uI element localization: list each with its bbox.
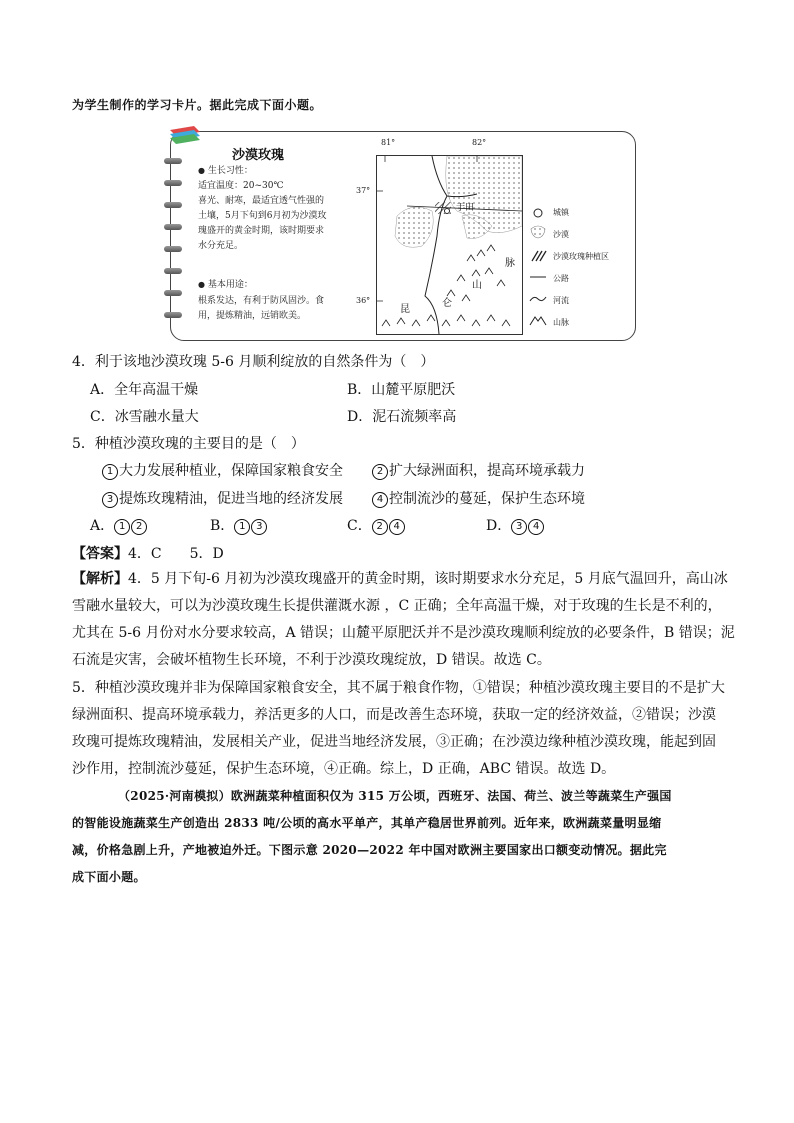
q4-option-d: D．泥石流频率高	[347, 409, 457, 425]
map-label-kun: 昆	[400, 304, 410, 315]
q5-item-2: 2 扩大绿洲面积，提高环境承载力	[372, 460, 585, 480]
answer-line: 【答案】4．C 5．D	[72, 546, 224, 562]
q4-option-b: B．山麓平原肥沃	[347, 382, 456, 398]
legend-desert: 沙漠	[553, 230, 569, 239]
town-icon	[534, 209, 542, 217]
legend-town: 城镇	[553, 208, 569, 217]
q5-stem: 5．种植沙漠玫瑰的主要目的是（ ）	[72, 436, 305, 452]
card-title: 沙漠玫瑰	[232, 148, 285, 163]
legend-river: 河流	[553, 296, 569, 305]
map-label-lun: 仑	[442, 298, 452, 309]
planting-area-icon	[532, 251, 546, 261]
lat-label-36: 36°	[356, 296, 371, 305]
map-label-mai: 脉	[505, 258, 515, 269]
q5-option-c: C． 2 4	[347, 515, 406, 535]
q5-option-d: D． 3 4	[486, 515, 545, 535]
q4-option-a: A．全年高温干燥	[90, 382, 199, 398]
map-label-shan: 山	[472, 280, 482, 291]
q4-stem: 4．利于该地沙漠玫瑰 5-6 月顺利绽放的自然条件为（ ）	[72, 354, 435, 370]
growth-heading: ● 生长习性：	[198, 166, 253, 176]
legend-road: 公路	[553, 274, 569, 283]
legend-planting: 沙漠玫瑰种植区	[553, 252, 609, 261]
use-text: 根系发达，有利于防风固沙。食 用，提炼精油，远销欧美。	[198, 296, 325, 321]
source-tag: （2025·河南模拟）	[118, 789, 231, 803]
legend-mountain: 山脉	[553, 318, 569, 327]
town-marker	[445, 209, 450, 214]
next-intro: （2025·河南模拟）欧洲蔬菜种植面积仅为 315 万公顷，西班牙、法国、荷兰、波兰等蔬菜生产强国 的智能设施蔬菜生产创造出 2833 吨/公顷的高水平单产，其单产稳居世界前列。近年来，欧洲蔬菜量明显缩 减，价格急剧上升，产地被迫外迁。下图示意 2020—2022 年中国对欧洲主要国家出口额变动情况。据此完 成下面小题。	[72, 789, 672, 884]
q5-item-4: 4 控制流沙的蔓延，保护生态环境	[372, 488, 585, 508]
lon-label-82: 82°	[472, 138, 487, 147]
q5-option-a: A． 1 2	[90, 515, 148, 535]
analysis-q5: 5．种植沙漠玫瑰并非为保障国家粮食安全，其不属于粮食作物，①错误；种植沙漠玫瑰主要目的不是扩大 绿洲面积、提高环境承载力，养活更多的人口，而是改善生态环境，获取一定的经济效益，②错误；沙漠 玫瑰可提炼玫瑰精油，发展相关产业，促进当地经济发展，③正确；在沙漠边缘种植沙漠玫瑰，能起到固 沙作用，控制流沙蔓延，保护生态环境，④正确。综上，D 正确，ABC 错误。故选 D。	[72, 680, 725, 777]
mountain-icon	[530, 317, 546, 325]
q5-item-3: 3 提炼玫瑰精油，促进当地的经济发展	[102, 488, 343, 508]
lat-label-37: 37°	[356, 186, 371, 195]
books-icon	[168, 124, 202, 146]
legend-icons	[528, 207, 548, 327]
q5-option-b: B． 1 3	[210, 515, 268, 535]
analysis-q4: 【解析】4．5 月下旬-6 月初为沙漠玫瑰盛开的黄金时期，该时期要求水分充足，5 月底气温回升，高山冰 雪融水量较大，可以为沙漠玫瑰生长提供灌溉水源 ，C 正确；全年高温干燥，对于玫瑰的生长是不利的， 尤其在 5-6 月份对水分要求较高，A 错误；山麓平原肥沃并不是沙漠玫瑰顺利绽放的必要条件，B 错误；泥 石流是灾害，会破坏植物生长环境，不利于沙漠玫瑰绽放，D 错误。故选 C。	[72, 571, 735, 668]
river-icon	[530, 297, 546, 301]
intro-line: 为学生制作的学习卡片。据此完成下面小题。	[72, 98, 323, 112]
q5-item-1: 1 大力发展种植业，保障国家粮食安全	[102, 460, 343, 480]
use-heading: ● 基本用途：	[198, 280, 253, 290]
growth-text: 适宜温度：20~30℃ 喜光、耐寒，最适宜透气性强的 土壤，5月下旬到6月初为沙漠玫 瑰盛开的黄金时期，该时期要求 水分充足。	[198, 181, 327, 251]
desert-icon	[531, 226, 545, 238]
binder-rings	[164, 150, 182, 335]
desert-area-w	[395, 207, 433, 247]
place-yutian: 于田	[456, 203, 475, 213]
lon-label-81: 81°	[381, 138, 396, 147]
q4-option-c: C．冰雪融水量大	[90, 409, 199, 425]
